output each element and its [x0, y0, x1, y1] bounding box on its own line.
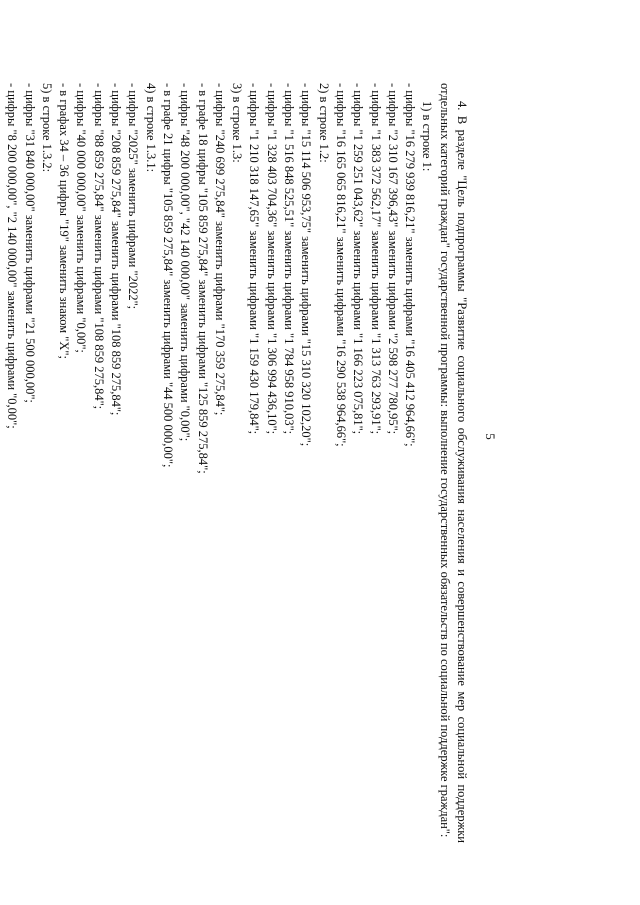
amendment-line: - цифры "48 200 000,00", "42 140 000,00" заменить цифрами "0,00";	[178, 83, 193, 442]
amendment-line: - цифры "8 200 000,00", "2 140 000,00" заменить цифрами "0,00";	[5, 83, 20, 429]
amendment-line: - цифры "16 279 939 816,21" заменить цифрами "16 405 412 964,66";	[403, 83, 418, 447]
amendment-line: - цифры "1 328 403 704,36" заменить цифрами "1 306 994 436,10";	[264, 83, 279, 435]
amendment-line: - цифры "1 210 318 147,65" заменить цифрами "1 159 430 179,84";	[247, 83, 262, 435]
amendment-line: - цифры "2 310 167 396,43" заменить цифрами "2 598 277 780,95";	[385, 83, 400, 435]
section-intro-paragraph: 4. В разделе "Цель подпрограммы "Развитие социального обслуживания населения и совершенствование мер социальной поддержки отдельных категорий граждан" государственной программы: выполнение государственных обязательств по социальной поддержке граждан":	[437, 83, 469, 843]
amendment-line: 3) в строке 1.3:	[230, 83, 245, 163]
amendment-line: - цифры "1 259 251 043,62" заменить цифрами "1 166 223 075,81";	[351, 83, 366, 435]
amendment-line: - цифры "15 114 506 953,75" заменить цифрами "15 310 320 102,20";	[299, 83, 314, 447]
amendment-line: - цифры "16 165 065 816,21" заменить цифрами "16 290 538 964,66";	[333, 83, 348, 447]
amendment-line: - цифры "31 840 000,00" заменить цифрами "21 500 000,00";	[22, 83, 37, 403]
amendment-line: 4) в строке 1.3.1:	[143, 83, 158, 173]
amendment-line: - цифры "1 516 848 525,51" заменить цифрами "1 784 958 910,03";	[282, 83, 297, 435]
amendment-line: 5) в строке 1.3.2:	[39, 83, 54, 173]
amendment-list	[3, 83, 435, 843]
amendment-line: - цифры "2025" заменить цифрами "2022";	[126, 83, 141, 310]
amendment-line: - цифры "240 699 275,84" заменить цифрами "170 359 275,84";	[212, 83, 227, 416]
amendment-line: - в графе 18 цифры "105 859 275,84" заменить цифрами "125 859 275,84";	[195, 83, 210, 474]
amendment-line: - цифры "88 859 275,84" заменить цифрами "108 859 275,84";	[91, 83, 106, 410]
amendment-line: - в графе 21 цифры "105 859 275,84" заменить цифрами "44 500 000,00";	[160, 83, 175, 468]
amendment-line: - в графах 34 – 36 цифры "19" заменить знаком "X";	[57, 83, 72, 359]
amendment-line: - цифры "40 000 000,00" заменить цифрами "0,00";	[74, 83, 89, 353]
amendment-line: - цифры "1 383 372 562,17" заменить цифрами "1 313 763 293,91";	[368, 83, 383, 435]
amendment-line: 2) в строке 1.2:	[316, 83, 331, 163]
page-number: 5	[482, 433, 498, 440]
amendment-line: 1) в строке 1:	[420, 101, 435, 172]
amendment-line: - цифры "208 859 275,84" заменить цифрами "108 859 275,84";	[109, 83, 124, 416]
document-body	[5, 83, 470, 843]
